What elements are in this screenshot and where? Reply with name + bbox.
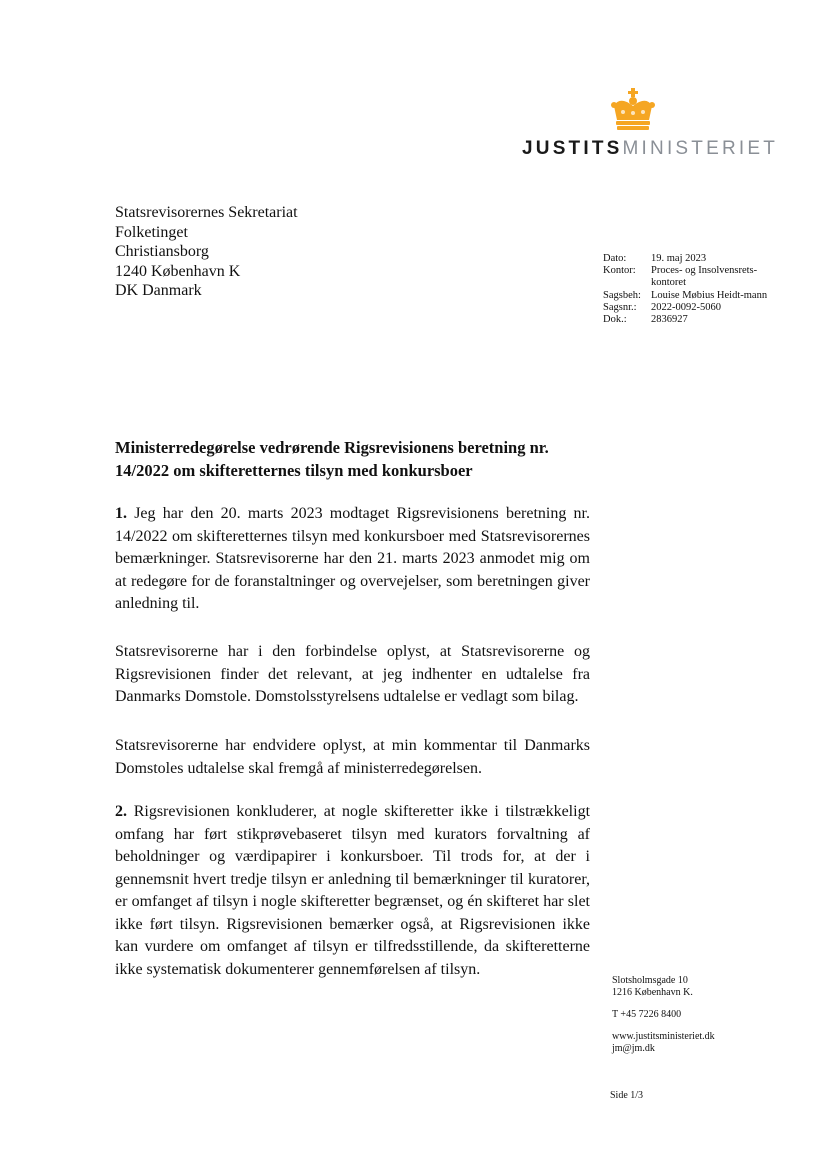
recipient-line: Statsrevisorernes Sekretariat — [115, 204, 298, 221]
ministry-wordmark — [522, 138, 778, 160]
meta-label: Sagsbeh: — [603, 289, 641, 301]
paragraph-2: Statsrevisorerne har i den forbindelse oplyst, at Statsrevisorerne og Rigsrevisionen finder det relevant, at jeg indhenter en udtalelse fra Danmarks Domstole. Domstolsstyrelsens udtalelse er vedlagt som bilag. — [115, 643, 590, 705]
crown-icon — [608, 88, 658, 132]
meta-label: Dato: — [603, 253, 627, 264]
footer-email: jm@jm.dk — [612, 1043, 655, 1054]
meta-value: Louise Møbius Heidt-mann — [651, 289, 768, 301]
meta-label: Dok.: — [603, 314, 627, 326]
footer-phone: T +45 7226 8400 — [612, 1009, 682, 1020]
meta-value: Proces- og Insolvensrets-kontoret — [651, 265, 758, 289]
page-number: Side 1/3 — [610, 1090, 644, 1101]
meta-row-case-number — [603, 302, 768, 314]
meta-label: Sagsnr.: — [603, 301, 637, 313]
paragraph-text: Rigsrevisionen konkluderer, at nogle skifteretter ikke i tilstrækkeligt omfang har ført stikprøvebaseret tilsyn med kurators forvaltning af beholdninger og værdipapirer i konkursboer. Til trods for, at der i gennemsnit hvert tredje tilsyn er anledning til bemærkninger til kuratorer, er omfanget af tilsyn i nogle skifteretter begrænset, og én skifteret har slet ikke ført tilsyn. Rigsrevisionen bemærker også, at Rigsrevisionen ikke kan vurdere om omfanget af tilsyn er tilfredsstillende, da skifteretterne ikke systematisk dokumenterer gennemførelsen af tilsyn. — [115, 803, 591, 978]
paragraph-3: Statsrevisorerne har endvidere oplyst, at min kommentar til Danmarks Domstoles udtalelse skal fremgå af ministerredegørelsen. — [115, 737, 590, 777]
recipient-address — [115, 203, 298, 301]
recipient-line: 1240 København K — [115, 262, 241, 280]
letter-subject: Ministerredegørelse vedrørende Rigsrevisionens beretning nr. 14/2022 om skifteretternes tilsyn med konkursboer — [115, 438, 549, 480]
meta-label: Kontor: — [603, 265, 636, 277]
recipient-line: DK Danmark — [115, 282, 202, 299]
meta-value: 2022-0092-5060 — [651, 301, 721, 313]
paragraph-number: 1. — [115, 505, 127, 522]
meta-row-office — [603, 265, 768, 289]
wordmark-bold: JUSTITS — [522, 138, 623, 159]
footer-street: Slotsholmsgade 10 — [612, 975, 688, 986]
paragraph-1 — [115, 503, 590, 616]
footer-city: 1216 København K. — [612, 987, 693, 998]
recipient-line: Christiansborg — [115, 243, 209, 260]
wordmark-light: MINISTERIET — [622, 138, 779, 159]
case-metadata — [603, 253, 768, 326]
meta-value: 19. maj 2023 — [651, 253, 707, 264]
sender-footer — [612, 975, 715, 1055]
recipient-line: Folketinget — [115, 223, 188, 241]
footer-website: www.justitsministeriet.dk — [612, 1031, 715, 1042]
paragraph-text: Jeg har den 20. marts 2023 modtaget Rigsrevisionens beretning nr. 14/2022 om skifteretternes tilsyn med konkursboer med Statsrevisorernes bemærkninger. Statsrevisorerne har den 21. marts 2023 anmodet mig om at redegøre for de foranstaltninger og overvejelser, som beretningen giver anledning til. — [115, 505, 591, 612]
meta-row-date — [603, 253, 768, 265]
paragraph-number: 2. — [115, 803, 127, 820]
meta-row-document — [603, 314, 768, 326]
paragraph-4 — [115, 801, 590, 981]
meta-value: 2836927 — [651, 314, 688, 326]
meta-row-handler — [603, 290, 768, 302]
